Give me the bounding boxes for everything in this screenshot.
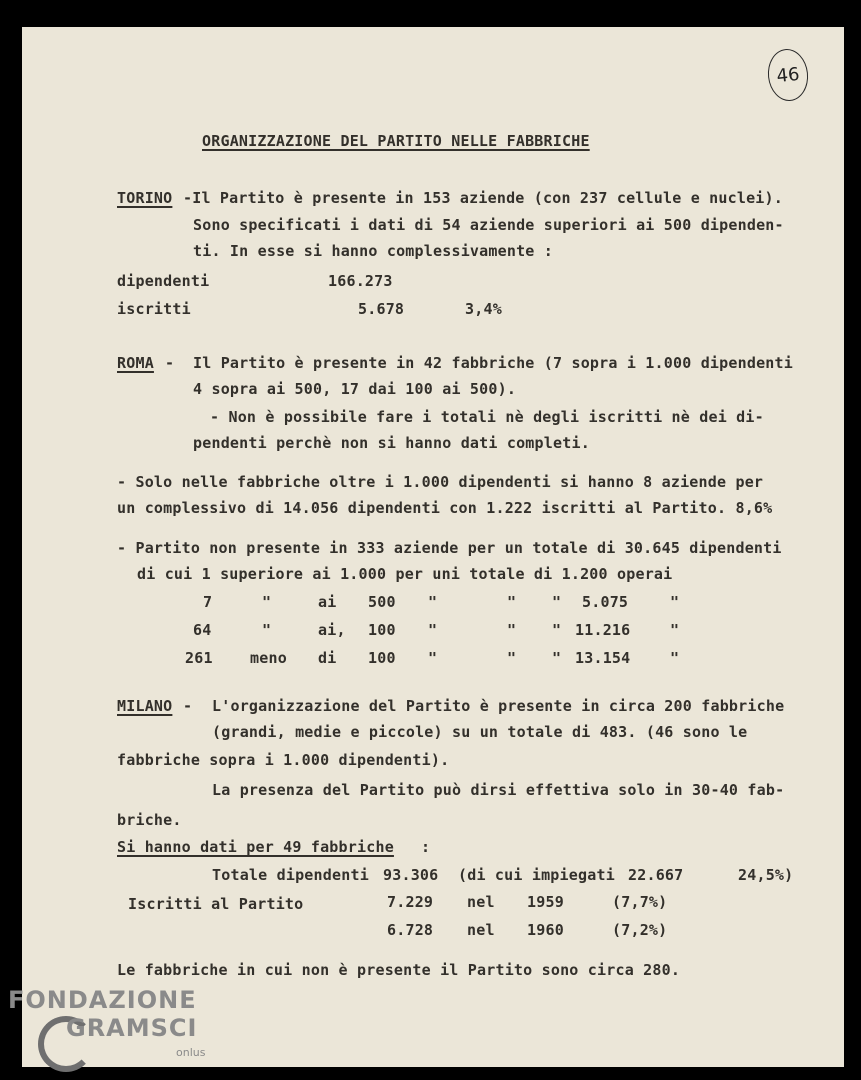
table-cell-threshold: 100 bbox=[368, 649, 396, 667]
torino-iscritti-value: 5.678 bbox=[358, 300, 405, 318]
table-cell-ditto: " bbox=[552, 593, 562, 611]
milano-dash: - bbox=[183, 697, 193, 715]
torino-iscritti-percent: 3,4% bbox=[465, 300, 502, 318]
milano-closing-line: Le fabbriche in cui non è presente il Partito sono circa 280. bbox=[117, 961, 681, 979]
roma-line-5: - Solo nelle fabbriche oltre i 1.000 dipendenti si hanno 8 aziende per bbox=[117, 473, 764, 491]
section-label-roma: ROMA bbox=[117, 354, 154, 372]
milano-subheading-colon: : bbox=[421, 838, 431, 856]
table-cell-count: 7 bbox=[203, 593, 213, 611]
milano-iscritti-percent: (7,7%) bbox=[612, 893, 668, 911]
milano-subheading: Si hanno dati per 49 fabbriche bbox=[117, 838, 394, 856]
table-cell-ditto: " bbox=[507, 649, 517, 667]
table-cell-ditto: " bbox=[507, 621, 517, 639]
table-cell-prep: ai bbox=[318, 593, 337, 611]
milano-iscritti-value: 7.229 bbox=[387, 893, 434, 911]
watermark-line-2: GRAMSCI bbox=[66, 1014, 198, 1042]
watermark-logo bbox=[8, 986, 206, 1059]
table-cell-ditto: " bbox=[670, 593, 680, 611]
table-cell-threshold: 100 bbox=[368, 621, 396, 639]
torino-line-2: Sono specificati i dati di 54 aziende superiori ai 500 dipenden- bbox=[193, 216, 784, 234]
milano-iscritti-nel: nel bbox=[467, 921, 495, 939]
milano-line-5: briche. bbox=[117, 811, 182, 829]
roma-line-4: pendenti perchè non si hanno dati completi. bbox=[193, 434, 590, 452]
torino-iscritti-label: iscritti bbox=[117, 300, 191, 318]
roma-line-7: - Partito non presente in 333 aziende per un totale di 30.645 dipendenti bbox=[117, 539, 782, 557]
torino-dipendenti-label: dipendenti bbox=[117, 272, 210, 290]
milano-iscritti-percent: (7,2%) bbox=[612, 921, 668, 939]
milano-total-value: 93.306 bbox=[383, 866, 439, 884]
torino-line-1: -Il Partito è presente in 153 aziende (con 237 cellule e nuclei). bbox=[183, 189, 783, 207]
roma-dash: - bbox=[165, 354, 175, 372]
roma-line-3: - Non è possibile fare i totali nè degli iscritti nè dei di- bbox=[210, 408, 764, 426]
table-cell-ditto: " bbox=[428, 593, 438, 611]
table-cell-ditto: " bbox=[507, 593, 517, 611]
table-cell-threshold: 500 bbox=[368, 593, 396, 611]
table-cell-ditto: " bbox=[670, 621, 680, 639]
table-cell-total: 13.154 bbox=[575, 649, 631, 667]
milano-total-label: Totale dipendenti bbox=[212, 866, 369, 884]
watermark-line-1: FONDAZIONE bbox=[8, 986, 197, 1014]
table-cell-ditto: " bbox=[552, 621, 562, 639]
milano-iscritti-year: 1960 bbox=[527, 921, 564, 939]
table-cell-ditto: meno bbox=[250, 649, 287, 667]
milano-iscritti-label: Iscritti al Partito bbox=[128, 895, 304, 913]
roma-line-1: Il Partito è presente in 42 fabbriche (7 sopra i 1.000 dipendenti bbox=[193, 354, 793, 372]
table-cell-prep: di bbox=[318, 649, 337, 667]
torino-dipendenti-value: 166.273 bbox=[328, 272, 393, 290]
table-cell-ditto: " bbox=[428, 621, 438, 639]
page-number: 46 bbox=[765, 47, 810, 103]
roma-line-6: un complessivo di 14.056 dipendenti con 1.222 iscritti al Partito. 8,6% bbox=[117, 499, 773, 517]
table-cell-prep: ai, bbox=[318, 621, 346, 639]
milano-line-1: L'organizzazione del Partito è presente in circa 200 fabbriche bbox=[212, 697, 785, 715]
roma-line-8: di cui 1 superiore ai 1.000 per uni totale di 1.200 operai bbox=[137, 565, 673, 583]
milano-impiegati-percent: 24,5%) bbox=[738, 866, 794, 884]
table-cell-total: 11.216 bbox=[575, 621, 631, 639]
section-label-milano: MILANO bbox=[117, 697, 173, 715]
milano-iscritti-year: 1959 bbox=[527, 893, 564, 911]
milano-line-4: La presenza del Partito può dirsi effettiva solo in 30-40 fab- bbox=[212, 781, 785, 799]
milano-line-3: fabbriche sopra i 1.000 dipendenti). bbox=[117, 751, 450, 769]
milano-total-note: (di cui impiegati bbox=[458, 866, 615, 884]
milano-impiegati-value: 22.667 bbox=[628, 866, 684, 884]
table-cell-ditto: " bbox=[552, 649, 562, 667]
torino-line-3: ti. In esse si hanno complessivamente : bbox=[193, 242, 553, 260]
table-cell-ditto: " bbox=[262, 593, 272, 611]
table-cell-total: 5.075 bbox=[582, 593, 629, 611]
milano-iscritti-nel: nel bbox=[467, 893, 495, 911]
watermark-line-3: onlus bbox=[176, 1046, 206, 1059]
milano-line-2: (grandi, medie e piccole) su un totale di 483. (46 sono le bbox=[212, 723, 748, 741]
table-cell-ditto: " bbox=[670, 649, 680, 667]
table-cell-count: 261 bbox=[185, 649, 213, 667]
table-cell-ditto: " bbox=[428, 649, 438, 667]
section-label-torino: TORINO bbox=[117, 189, 173, 207]
roma-line-2: 4 sopra ai 500, 17 dai 100 ai 500). bbox=[193, 380, 517, 398]
table-cell-count: 64 bbox=[193, 621, 212, 639]
table-cell-ditto: " bbox=[262, 621, 272, 639]
milano-iscritti-value: 6.728 bbox=[387, 921, 434, 939]
document-title: ORGANIZZAZIONE DEL PARTITO NELLE FABBRICHE bbox=[202, 132, 590, 150]
